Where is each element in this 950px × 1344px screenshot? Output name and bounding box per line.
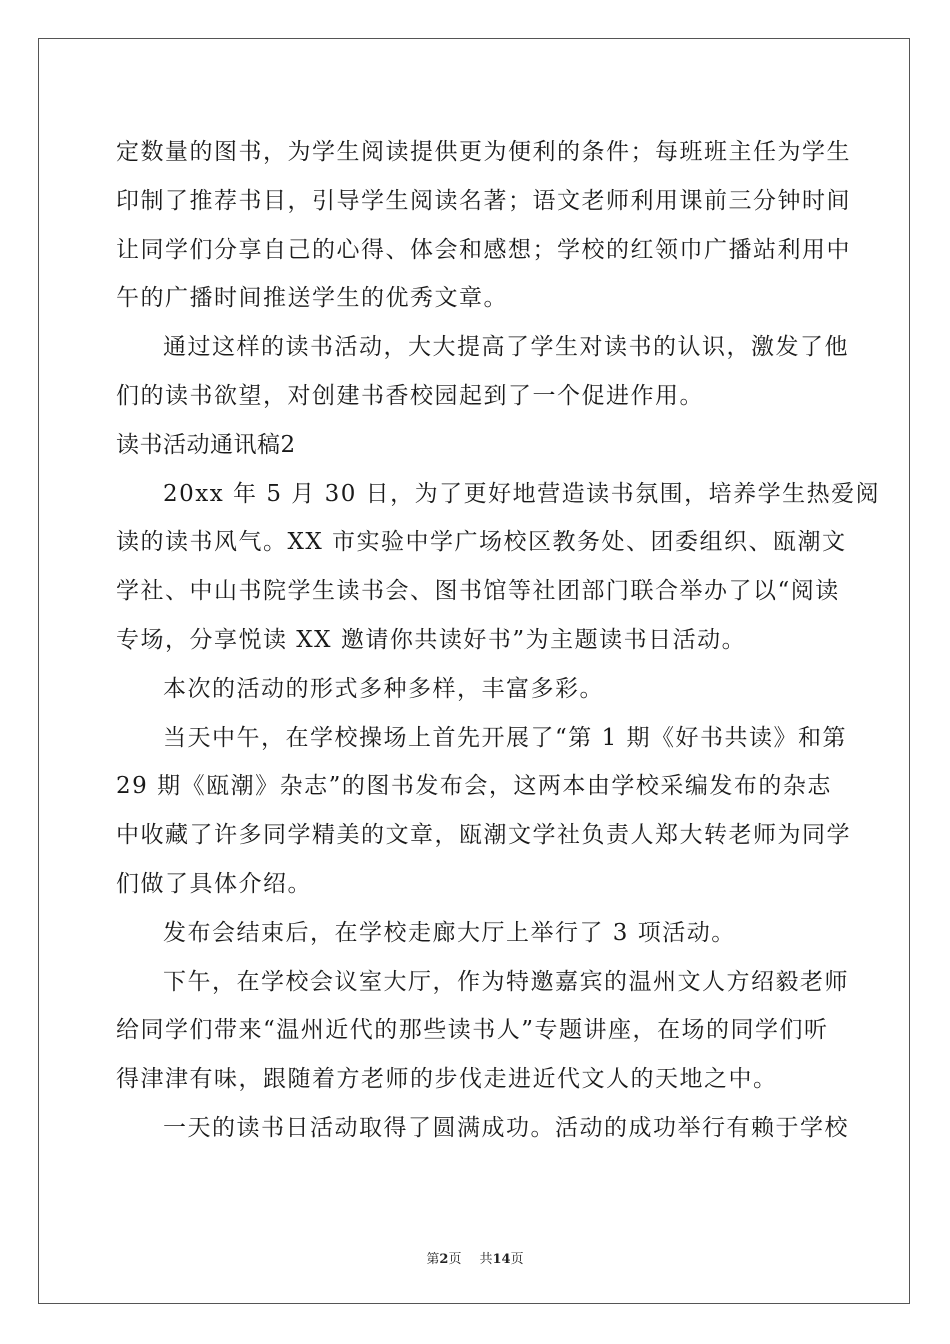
paragraph-line: 学社、中山书院学生读书会、图书馆等社团部门联合举办了以“阅读 xyxy=(116,578,840,605)
paragraph-line: 印制了推荐书目，引导学生阅读名著；语文老师利用课前三分钟时间 xyxy=(116,187,851,214)
paragraph-line: 29 期《瓯潮》杂志”的图书发布会，这两本由学校采编发布的杂志 xyxy=(116,773,832,800)
section-heading: 读书活动通讯稿2 xyxy=(116,431,296,458)
footer-total-unit: 页 xyxy=(510,1252,524,1267)
paragraph-line: 给同学们带来“温州近代的那些读书人”专题讲座，在场的同学们听 xyxy=(116,1017,829,1044)
paragraph-line: 下午，在学校会议室大厅，作为特邀嘉宾的温州文人方绍毅老师 xyxy=(163,968,849,995)
footer-page-unit: 页 xyxy=(448,1252,462,1267)
paragraph-line: 当天中午，在学校操场上首先开展了“第 1 期《好书共读》和第 xyxy=(163,724,848,751)
footer-page-number: 2 xyxy=(439,1252,449,1267)
document-body xyxy=(116,128,881,1153)
paragraph-line: 专场，分享悦读 XX 邀请你共读好书”为主题读书日活动。 xyxy=(116,626,747,653)
paragraph-line: 发布会结束后，在学校走廊大厅上举行了 3 项活动。 xyxy=(163,919,736,946)
paragraph-line: 让同学们分享自己的心得、体会和感想；学校的红领巾广播站利用中 xyxy=(116,236,851,263)
paragraph-line: 们的读书欲望，对创建书香校园起到了一个促进作用。 xyxy=(116,382,704,409)
paragraph-line: 本次的活动的形式多种多样，丰富多彩。 xyxy=(163,675,604,702)
paragraph-line: 读的读书风气。XX 市实验中学广场校区教务处、团委组织、瓯潮文 xyxy=(116,529,847,556)
page-footer xyxy=(0,1248,950,1267)
footer-page-prefix: 第 xyxy=(426,1252,440,1267)
paragraph-line: 午的广播时间推送学生的优秀文章。 xyxy=(116,285,508,312)
paragraph-line: 20xx 年 5 月 30 日，为了更好地营造读书氛围，培养学生热爱阅 xyxy=(163,480,881,507)
footer-total-pages: 14 xyxy=(492,1252,511,1267)
paragraph-line: 中收藏了许多同学精美的文章，瓯潮文学社负责人郑大转老师为同学 xyxy=(116,822,851,849)
paragraph-line: 得津津有味，跟随着方老师的步伐走进近代文人的天地之中。 xyxy=(116,1066,778,1093)
paragraph-line: 定数量的图书，为学生阅读提供更为便利的条件；每班班主任为学生 xyxy=(116,139,851,165)
paragraph-line: 通过这样的读书活动，大大提高了学生对读书的认识，激发了他 xyxy=(163,334,849,361)
paragraph-line: 们做了具体介绍。 xyxy=(116,870,312,897)
footer-total-prefix: 共 xyxy=(479,1252,493,1267)
paragraph-line: 一天的读书日活动取得了圆满成功。活动的成功举行有赖于学校 xyxy=(163,1114,849,1141)
